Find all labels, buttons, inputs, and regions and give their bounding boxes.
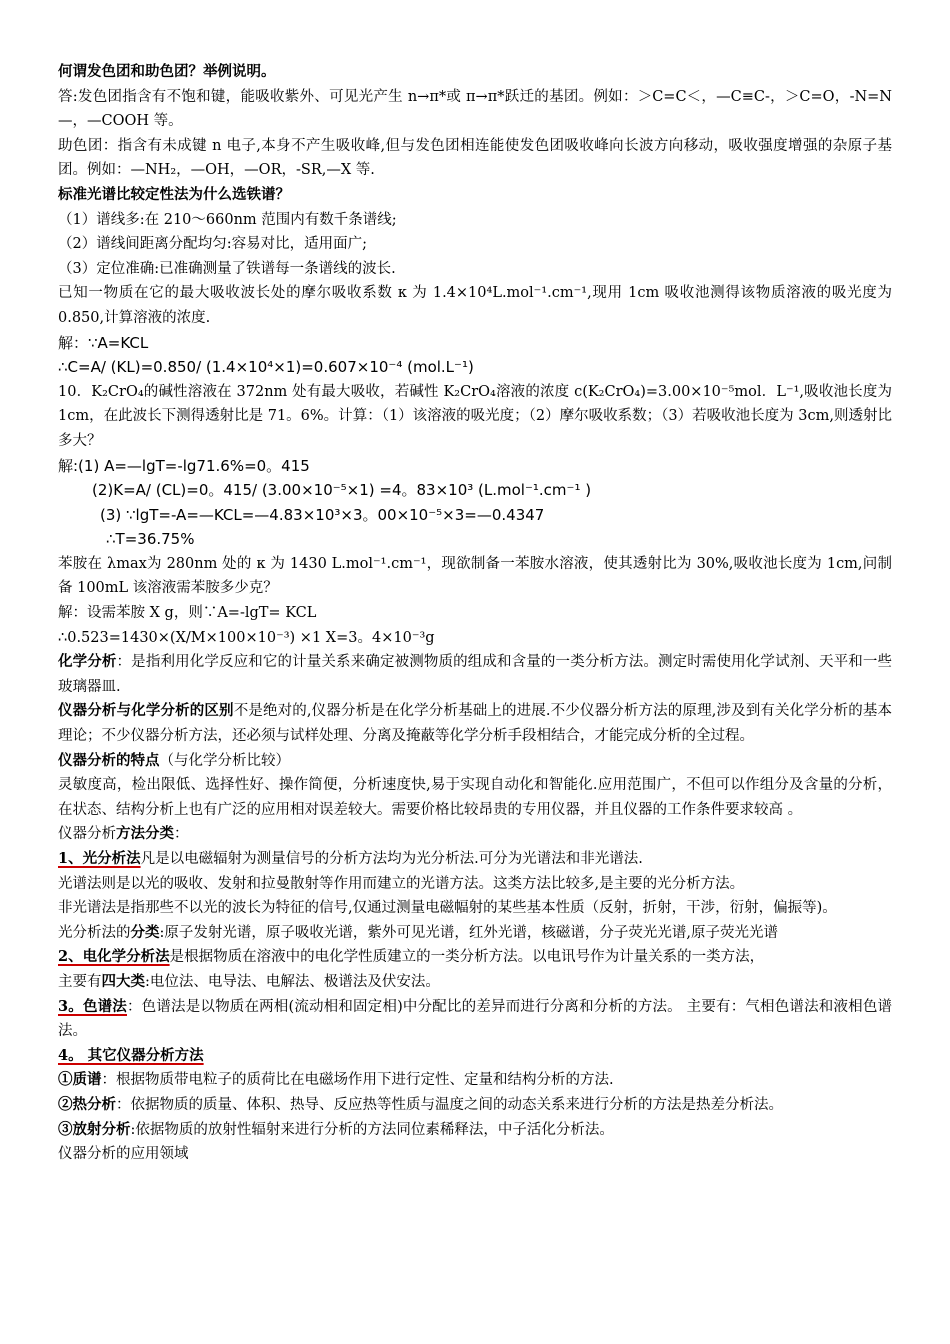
solution-k2cro4-step-4: ∴T=36.75% <box>106 530 195 549</box>
term-classes: 分类 <box>130 923 160 941</box>
term-electrochemical: 2、电化学分析法 <box>58 948 170 966</box>
paragraph-non-spectral-method: 非光谱法是指那些不以光的波长为特征的信号,仅通过测量电磁幅射的某些基本性质（反射，折射，干涉，衍射，偏振等)。 <box>58 900 837 917</box>
solution-k2cro4-step-3: (3) ∵lgT=-A=—KCL=—4.83×10³×3。00×10⁻⁵×3=—0.4347 <box>100 505 545 524</box>
paragraph-chromatography: 3。色谱法：色谱法是以物质在两相(流动相和固定相)中分配比的差异而进行分离和分析的方法。 主要有：气相色谱法和液相色谱法。 <box>58 997 892 1040</box>
heading-other-methods <box>58 1044 892 1069</box>
term-other-methods: 4。 其它仪器分析方法 <box>58 1046 204 1064</box>
solution-k2cro4-step-2: (2)K=A/ (CL)=0。415/ (3.00×10⁻⁵×1) =4。83×10³ (L.mol⁻¹.cm⁻¹ ) <box>92 481 592 500</box>
problem-aniline: 苯胺在 λmax为 280nm 处的 κ 为 1430 L.mol⁻¹.cm⁻¹，现欲制备一苯胺水溶液，使其透射比为 30%,吸收池长度为 1cm,问制备 100mL 该溶液需苯胺多少克？ <box>58 555 892 597</box>
iron-spectrum-point-3: （3）定位准确:已准确测量了铁谱每一条谱线的波长. <box>58 260 396 277</box>
solution-concentration-step-1: 解：∵A=KCL <box>58 333 149 352</box>
paragraph-optical-analysis: 1、光分析法凡是以电磁辐射为测量信号的分析方法均为光分析法.可分为光谱法和非光谱法. <box>58 850 643 867</box>
solution-k2cro4-step-1: 解:(1) A=—lgT=-lg71.6%=0。415 <box>58 456 310 475</box>
document-page <box>58 60 892 1167</box>
paragraph-optical-classes: 光分析法的分类:原子发射光谱，原子吸收光谱，紫外可见光谱，红外光谱，核磁谱，分子荧光光谱,原子荧光光谱 <box>58 923 778 941</box>
paragraph-spectral-method: 光谱法则是以光的吸收、发射和拉曼散射等作用而建立的光谱方法。这类方法比较多,是主要的光分析方法。 <box>58 875 745 892</box>
term-four-classes: 四大类 <box>101 972 145 990</box>
term-classification: 方法分类 <box>116 825 174 843</box>
item-thermal-analysis: ②热分析：依据物质的质量、体积、热导、反应热等性质与温度之间的动态关系来进行分析的方法是热差分析法。 <box>58 1095 783 1113</box>
heading-features: 仪器分析的特点（与化学分析比较） <box>58 751 290 769</box>
paragraph-difference: 仪器分析与化学分析的区别不是绝对的,仪器分析是在化学分析基础上的进展.不少仪器分析方法的原理,涉及到有关化学分析的基本理论；不少仪器分析方法，还必须与试样处理、分离及掩蔽等化学分析手段相结合，才能完成分析的全过程。 <box>58 702 893 745</box>
item-radioactive-analysis: ③放射分析:依据物质的放射性辐射来进行分析的方法同位素稀释法，中子活化分析法。 <box>58 1120 614 1138</box>
term-mass-spectrometry: ①质谱 <box>58 1071 102 1089</box>
iron-spectrum-point-2: （2）谱线间距离分配均匀:容易对比，适用面广; <box>58 236 367 253</box>
answer-chromophore: 答:发色团指含有不饱和键，能吸收紫外、可见光产生 n→π*或 π→π*跃迁的基团。例如：＞C=C＜，—C≡C-，＞C=O，-N=N—，—COOH 等。 <box>58 88 892 130</box>
term-optical-analysis: 1、光分析法 <box>58 850 141 867</box>
paragraph-features: 灵敏度高，检出限低、选择性好、操作简便，分析速度快,易于实现自动化和智能化.应用范围广，不但可以作组分及含量的分析，在状态、结构分析上也有广泛的应用相对误差较大。需要价格比较昂贵的专用仪器，并且仪器的工作条件要求较高 。 <box>58 777 892 818</box>
solution-concentration-step-2: ∴C=A/ (KL)=0.850/ (1.4×10⁴×1)=0.607×10⁻⁴ (mol.L⁻¹) <box>58 358 474 377</box>
paragraph-four-classes: 主要有四大类:电位法、电导法、电解法、极谱法及伏安法。 <box>58 972 440 990</box>
answer-auxochrome: 助色团：指含有未成键 n 电子,本身不产生吸收峰,但与发色团相连能使发色团吸收峰向长波方向移动，吸收强度增强的杂原子基团。例如：—NH₂，—OH，—OR，-SR,—X 等. <box>58 137 892 179</box>
term-thermal-analysis: ②热分析 <box>58 1095 116 1113</box>
term-chemical-analysis: 化学分析 <box>58 653 117 671</box>
term-features: 仪器分析的特点 <box>58 751 160 769</box>
iron-spectrum-point-1: （1）谱线多:在 210～660nm 范围内有数千条谱线; <box>58 211 397 228</box>
term-difference: 仪器分析与化学分析的区别 <box>58 702 234 720</box>
item-mass-spectrometry: ①质谱：根据物质带电粒子的质荷比在电磁场作用下进行定性、定量和结构分析的方法. <box>58 1071 614 1089</box>
term-radioactive-analysis: ③放射分析 <box>58 1120 131 1138</box>
heading-iron-spectrum-question: 标准光谱比较定性法为什么选铁谱？ <box>58 185 290 203</box>
heading-application-fields: 仪器分析的应用领域 <box>58 1146 189 1163</box>
paragraph-chemical-analysis: 化学分析：是指利用化学反应和它的计量关系来确定被测物质的组成和含量的一类分析方法。测定时需使用化学试剂、天平和一些玻璃器皿. <box>58 653 893 695</box>
paragraph-electrochemical: 2、电化学分析法是根据物质在溶液中的电化学性质建立的一类分析方法。以电讯号作为计量关系的一类方法， <box>58 948 765 966</box>
problem-concentration: 已知一物质在它的最大吸收波长处的摩尔吸收系数 κ 为 1.4×10⁴L.mol⁻¹.cm⁻¹,现用 1cm 吸收池测得该物质溶液的吸光度为 0.850,计算溶液的浓度. <box>58 285 892 326</box>
solution-aniline-step-1: 解：设需苯胺 X g，则∵A=-lgT= KCL <box>58 605 317 622</box>
problem-k2cro4: 10．K₂CrO₄的碱性溶液在 372nm 处有最大吸收，若碱性 K₂CrO₄溶液的浓度 c(K₂CrO₄)=3.00×10⁻⁵mol．L⁻¹,吸收池长度为 1cm，在此波长下测得透射比是 71。6%。计算：（1）该溶液的吸光度；（2）摩尔吸收系数；（3）若吸收池长度为 3cm,则透射比多大？ <box>58 383 892 449</box>
solution-aniline-step-2: ∴0.523=1430×(X/M×100×10⁻³) ×1 X=3。4×10⁻³g <box>58 629 435 646</box>
heading-classification: 仪器分析方法分类： <box>58 825 189 843</box>
heading-chromophore-question: 何谓发色团和助色团？举例说明。 <box>58 63 276 80</box>
term-chromatography: 3。色谱法 <box>58 997 127 1015</box>
